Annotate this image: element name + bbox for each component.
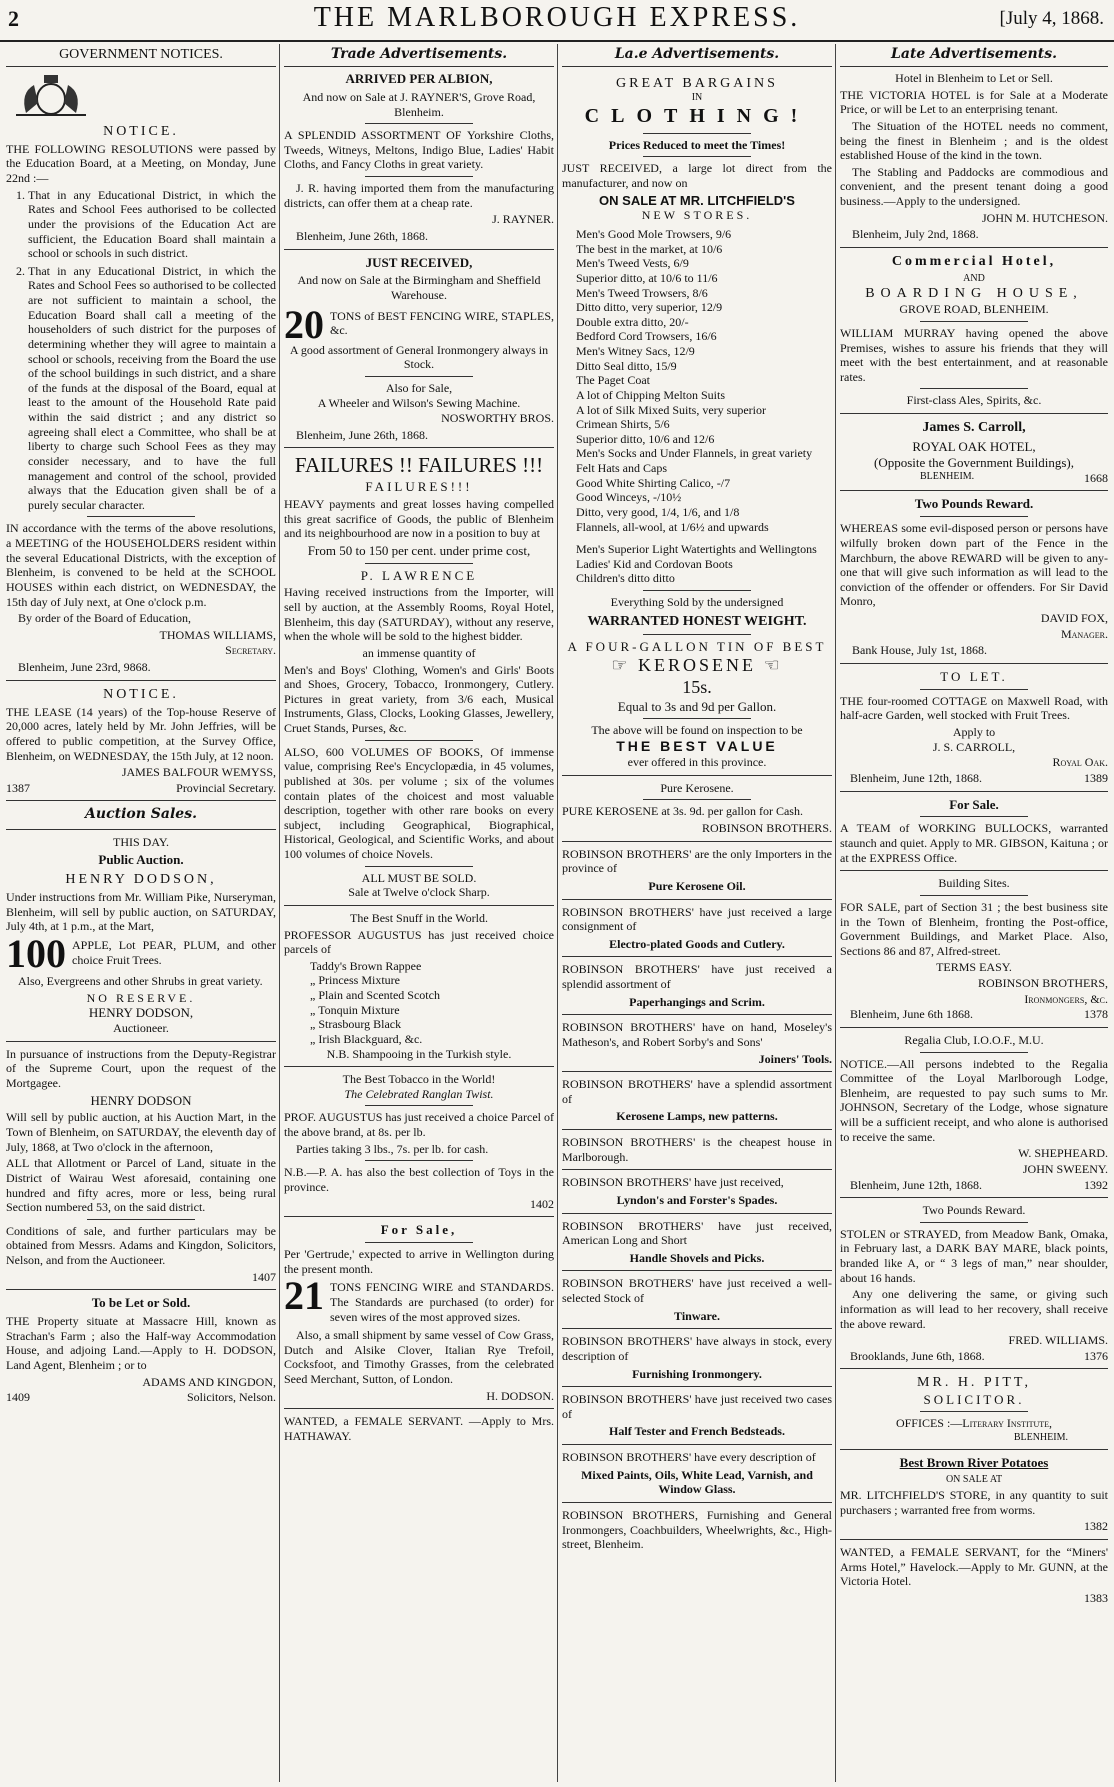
auctioneer-name: HENRY DODSON,	[88, 1005, 194, 1021]
boarding-house: BOARDING HOUSE,	[865, 286, 1083, 302]
ad-heading: Pure Kerosene.	[660, 780, 734, 795]
prices-slogan: Prices Reduced to meet the Times!	[608, 137, 786, 152]
ad-date: Blenheim, June 12th, 1868.	[850, 1177, 982, 1192]
wire-ad: TONS of BEST FENCING WIRE, STAPLES, &c.	[330, 308, 554, 338]
column-government-notices	[6, 44, 276, 1782]
signatory: JOHN M. HUTCHESON.	[981, 210, 1108, 225]
resolutions-list	[6, 188, 276, 513]
ad-date: Bank House, July 1st, 1868.	[852, 643, 987, 658]
toys-note: N.B.—P. A. has also the best collection of Toys in the province.	[284, 1165, 554, 1194]
list-item: Flannels, all-wool, at 1/6½ and upwards	[576, 519, 769, 534]
list-item: Superior ditto, at 10/6 to 11/6	[576, 270, 718, 285]
pointing-hand-left-icon: ☜	[763, 654, 783, 675]
sale-time: Sale at Twelve o'clock Sharp.	[348, 885, 490, 900]
ad-subheading: And now on Sale at the Birmingham and Sheffield Warehouse.	[297, 273, 541, 303]
masthead	[0, 0, 1114, 42]
column-late-advertisements-2	[840, 44, 1108, 1782]
quantity: 100	[6, 936, 66, 972]
signatory: THOMAS WILLIAMS,	[159, 627, 276, 642]
list-item: „ Plain and Scented Scotch	[310, 988, 440, 1003]
ad-heading: Two Pounds Reward.	[914, 496, 1034, 512]
offices: OFFICES :—Literary Institute,	[895, 1416, 1053, 1431]
robinson-ad: ROBINSON BROTHERS' have just received a well-selected Stock of	[562, 1276, 832, 1305]
list-item: Ditto Seal ditto, 15/9	[576, 358, 677, 373]
ad-number: 1409	[6, 1390, 30, 1405]
ad-heading: Public Auction.	[98, 852, 184, 868]
issue-date: [July 4, 1868.	[999, 8, 1104, 29]
list-item: Men's Witney Sacs, 12/9	[576, 344, 695, 359]
column-rule	[557, 44, 558, 1782]
signatory: J. S. CARROLL,	[932, 739, 1016, 754]
column-rule	[835, 44, 836, 1782]
list-item: „ Irish Blackguard, &c.	[310, 1031, 423, 1046]
cottage-ad: THE four-roomed COTTAGE on Maxwell Road, with half-acre Garden, well stocked with Fruit Trees.	[840, 693, 1108, 723]
ad-date: Blenheim, June 12th, 1868.	[850, 770, 982, 785]
list-item: Bedford Cord Trowsers, 16/6	[576, 329, 717, 344]
signatory: W. SHEPHEARD.	[1018, 1146, 1108, 1161]
hotel-situation: The Situation of the HOTEL needs no comment, being the finest in Blenheim ; and is the oldest established House of the kind in the town.	[840, 118, 1108, 163]
this-day: THIS DAY.	[112, 834, 169, 849]
signatory-title: Solicitors, Nelson.	[187, 1390, 276, 1405]
notice-heading: NOTICE.	[103, 123, 179, 139]
robinson-ad: ROBINSON BROTHERS' are the only Importers in the province of	[562, 846, 832, 876]
ad-subheading: Also for Sale,	[385, 380, 453, 395]
province-note: ever offered in this province.	[627, 755, 767, 770]
list-item: Ditto, very good, 1/4, 1/6, and 1/8	[576, 504, 740, 519]
kerosene-cash: PURE KEROSENE at 3s. 9d. per gallon for Cash.	[562, 804, 803, 819]
robinson-item: Mixed Paints, Oils, White Lead, Varnish, and Window Glass.	[581, 1467, 813, 1497]
ad-heading: The Best Tobacco in the World!	[342, 1072, 496, 1087]
list-item: „ Strasbourg Black	[310, 1017, 402, 1032]
robinson-ad: ROBINSON BROTHERS' have every description of	[562, 1450, 816, 1464]
resolution-1: 1. That in any Educational District, in which the Rates and School Fees authorised to be collected under the provisions of the Education Act are sufficient, the Education Board shall maintain a school or schools in such district.	[28, 188, 276, 261]
ad-date: Blenheim, June 26th, 1868.	[296, 427, 428, 442]
auction-details: Under instructions from Mr. William Pike, Nurseryman, Blenheim, will sell by public auction, on SATURDAY, July 4th, at 1 p.m., at the Mart,	[6, 890, 276, 934]
auctioneer-name: P. LAWRENCE	[360, 567, 478, 583]
quantity: 20	[284, 306, 324, 343]
land-description: ALL that Allotment or Parcel of Land, situate in the District of Wairau West aforesaid, containing one hundred and fifty acres, more or less, being rural Section numbered 53, on the said district.	[6, 1156, 276, 1215]
list-item: Taddy's Brown Rappee	[310, 958, 422, 973]
failures-heading: FAILURES !! FAILURES !!!	[294, 453, 544, 478]
ad-heading: Regalia Club, I.O.O.F., M.U.	[904, 1032, 1044, 1047]
ad-heading: MR. H. PITT,	[917, 1375, 1031, 1391]
ad-number: 1387	[6, 780, 30, 795]
robinson-ad: ROBINSON BROTHERS' have just received two cases of	[562, 1392, 832, 1421]
signatory-title: Secretary.	[225, 643, 276, 658]
notice-heading: NOTICE.	[103, 686, 179, 702]
auctioneer-title: Auctioneer.	[113, 1021, 169, 1036]
robinson-ad: ROBINSON BROTHERS' have just received, American Long and Short	[562, 1218, 832, 1248]
column-header: Trade Advertisements.	[284, 44, 554, 67]
robinson-ad: ROBINSON BROTHERS' have just received,	[562, 1175, 784, 1190]
new-stores: NEW STORES.	[641, 208, 753, 223]
murray-ad: WILLIAM MURRAY having opened the above Premises, wishes to assure his friends that they will meet with the best entertainment, and at reasonable rates.	[840, 325, 1108, 384]
robinson-item: Tinware.	[674, 1308, 720, 1323]
per-gallon: Equal to 3s and 9d per Gallon.	[617, 698, 777, 714]
list-item: „ Princess Mixture	[310, 973, 400, 988]
signatory: DAVID FOX,	[1040, 611, 1108, 626]
sold-by: Everything Sold by the undersigned	[610, 595, 784, 610]
ad-heading: ARRIVED PER ALBION,	[345, 71, 493, 87]
board-order: By order of the Board of Education,	[18, 611, 191, 626]
terms: TERMS EASY.	[936, 960, 1012, 975]
signatory-title: Ironmongers, &c.	[1024, 991, 1108, 1006]
fruit-trees: APPLE, Lot PEAR, PLUM, and other choice Fruit Trees.	[72, 938, 276, 967]
signatory-title: Manager.	[1060, 626, 1108, 641]
ad-heading: TO LET.	[940, 668, 1008, 684]
shampoo-note: N.B. Shampooing in the Turkish style.	[326, 1046, 512, 1061]
robinson-item: Paperhangings and Scrim.	[629, 994, 765, 1009]
ad-heading: Hotel in Blenheim to Let or Sell.	[895, 71, 1053, 86]
property-ad: THE Property situate at Massacre Hill, known as Strachan's Farm ; also the Half-way Accommodation House, and adjoing Land.—Apply to H. DODSON, Land Agent, Blenheim ; or to	[6, 1314, 276, 1373]
signatory: FRED. WILLIAMS.	[1008, 1333, 1108, 1348]
reward-notice: WHEREAS some evil-disposed person or persons have wilfully broken down part of the Fence in the Marchburn, the above REWARD will be given to any-one that will give such information as will lead to the conviction of the offender or offenders. For Sir David Monro,	[840, 521, 1108, 609]
meeting-notice: IN accordance with the terms of the above resolutions, a MEETING of the HOUSEHOLDERS resident within the several Educational Districts, with the exception of Blenheim, is convened to be held at the SCHOOL HOUSES within each district, on WEDNESDAY, the 15th day of July next, at One o'clock p.m.	[6, 521, 276, 609]
ad-subheading: And now on Sale at J. RAYNER'S, Grove Road, Blenheim.	[302, 89, 536, 119]
list-item: The best in the market, at 10/6	[576, 241, 723, 256]
ad-heading: For Sale.	[949, 796, 999, 812]
town: BLENHEIM.	[1013, 1431, 1068, 1443]
ad-heading: Two Pounds Reward.	[922, 1203, 1026, 1218]
books-list: ALSO, 600 VOLUMES OF BOOKS, Of immense value, comprising Ree's Encyclopædia, in 45 volumes, published at 30s. per volume ; six of the volumes contain plates of the choicest and most valuable description, together with other rare books on every subject, including Geographical, Biographical, Historical, Geological, and Scientific Works, and about 100 volumes of choice Novels.	[284, 744, 554, 862]
cloth-note: J. R. having imported them from the manufacturing districts, can offer them at a cheap rate.	[284, 181, 554, 210]
signatory: ROBINSON BROTHERS,	[977, 976, 1108, 991]
robinson-ad: ROBINSON BROTHERS, Furnishing and General Ironmongers, Coachbuilders, Wheelwrights, &c., High-street, Blenheim.	[562, 1507, 832, 1552]
robinson-item: Furnishing Ironmongery.	[632, 1366, 762, 1381]
list-item: Men's Good Mole Trowsers, 9/6	[576, 227, 732, 242]
ad-date: Blenheim, June 26th, 1868.	[296, 228, 428, 243]
on-sale-at: ON SALE AT	[945, 1474, 1003, 1486]
list-item: Men's Socks and Under Flannels, in great variety	[576, 446, 813, 461]
newspaper-title: THE MARLBOROUGH EXPRESS.	[313, 2, 801, 33]
hotel-name: ROYAL OAK HOTEL,	[912, 439, 1036, 455]
wanted-ad: WANTED, a FEMALE SERVANT, for the “Miners' Arms Hotel,” Havelock.—Apply to Mr. GUNN, at the Victoria Hotel.	[840, 1545, 1108, 1589]
clothing-price-list	[562, 227, 832, 586]
signatory: NOSWORTHY BROS.	[441, 411, 554, 426]
snuff-ad: PROFESSOR AUGUSTUS has just received choice parcels of	[284, 927, 554, 957]
wire-ad: TONS FENCING WIRE and STANDARDS. The Standards are purchased (to order) for seven wires of the most approved sizes.	[330, 1280, 554, 1324]
list-item: Ditto ditto, very superior, 12/9	[576, 300, 723, 315]
bullocks-ad: A TEAM of WORKING BULLOCKS, warranted staunch and quiet. Apply to MR. GIBSON, Kaituna ; or at the EXPRESS Office.	[840, 821, 1108, 865]
stolen-mare: STOLEN or STRAYED, from Meadow Bank, Omaka, in February last, a DARK BAY MARE, black points, branded like A, or “ 3 legs of man,” near shoulder, about 16 hands.	[840, 1226, 1108, 1285]
page-number: 2	[8, 6, 19, 31]
profession: SOLICITOR.	[923, 1391, 1025, 1407]
robinson-ad: ROBINSON BROTHERS' have just received a large consignment of	[562, 904, 832, 934]
list-item: Men's Superior Light Watertights and Wellingtons	[576, 542, 817, 557]
auctioneer-name: HENRY DODSON,	[65, 872, 217, 888]
wanted-ad: WANTED, a FEMALE SERVANT. —Apply to Mrs. HATHAWAY.	[284, 1414, 554, 1443]
robinson-ad: ROBINSON BROTHERS' is the cheapest house in Marlborough.	[562, 1135, 832, 1164]
signatory: ROBINSON BROTHERS.	[701, 821, 832, 835]
auction-details: Having received instructions from the Importer, will sell by auction, at the Assembly Rooms, Royal Hotel, Blenheim, this day (SATURDAY), without any reserve, when the whole will be sold to the highest bidder.	[284, 585, 554, 644]
hotel-location: (Opposite the Government Buildings),	[873, 454, 1075, 470]
apply-to: Apply to	[952, 725, 996, 740]
list-item: Children's ditto ditto	[576, 571, 675, 586]
ironmongery-note: A good assortment of General Ironmongery always in Stock.	[289, 342, 549, 372]
ad-number: 1392	[1084, 1177, 1108, 1192]
reward-note: Any one delivering the same, or giving such information as will lead to her recovery, shall receive the above reward.	[840, 1287, 1108, 1331]
ad-date: Blenheim, July 2nd, 1868.	[852, 227, 979, 242]
ad-subheading: an immense quantity of	[362, 645, 476, 660]
list-item: Men's Tweed Trowsers, 8/6	[576, 285, 708, 300]
column-header: La.e Advertisements.	[562, 44, 832, 67]
ad-number: 1402	[530, 1196, 554, 1211]
robinson-item: Joiners' Tools.	[758, 1051, 832, 1066]
signatory-title: Royal Oak.	[1052, 755, 1108, 770]
signatory-title: Provincial Secretary.	[176, 780, 276, 795]
seed-ad: Also, a small shipment by same vessel of Cow Grass, Dutch and Alsike Clover, Italian Rye Trefoil, Cocksfoot, and Timothy Grasses, from the celebrated Seed Merchant, Sutton, of London.	[284, 1328, 554, 1387]
signatory: H. DODSON.	[486, 1388, 554, 1403]
address: GROVE ROAD, BLENHEIM.	[899, 302, 1049, 317]
snuff-list	[284, 959, 554, 1047]
ad-heading: Building Sites.	[938, 876, 1010, 891]
cloth-ad: A SPLENDID ASSORTMENT OF Yorkshire Cloths, Tweeds, Witneys, Meltons, Indigo Blue, Ladies' Habit Cloths, and Fancy Cloths in great variety.	[284, 128, 554, 172]
column-header: GOVERNMENT NOTICES.	[6, 44, 276, 67]
list-item: „ Tonquin Mixture	[310, 1002, 400, 1017]
potatoes-ad: MR. LITCHFIELD'S STORE, in any quantity to suit purchasers ; warranted free from worms.	[840, 1488, 1108, 1517]
signatory: JAMES BALFOUR WEMYSS,	[121, 765, 276, 780]
conditions: Conditions of sale, and further particulars may be obtained from Messrs. Adams and Kingdon, Solicitors, Nelson, and from the Auctioneer.	[6, 1223, 276, 1268]
inspection-note: The above will be found on inspection to be	[591, 723, 803, 738]
failures-ad: HEAVY payments and great losses having compelled this great sacrifice of Goods, the public of Blenheim and its neighbourhood are now in a position to buy at	[284, 496, 554, 541]
auctioneer-name: HENRY DODSON	[90, 1092, 192, 1108]
robinson-ad: ROBINSON BROTHERS' have a splendid assortment of	[562, 1077, 832, 1106]
sewing-machine: A Wheeler and Wilson's Sewing Machine.	[317, 395, 521, 410]
resolution-2: 2. That in any Educational District, in which the Rates and School Fees so authorised to be collected are not sufficient to maintain a school, the Education Board shall call a meeting of the householders of such district for the purposes of determining whether they will agree to maintain a school or schools, receiving from the Board the use of the school buildings in such district, and a share of the funds at the disposal of the Board, equal at least to the amount of the Household Rate paid within the said district ; and any district so agreeing shall elect a Committee, who shall be at liberty to charge such School Fees as they may consider necessary, and to have the full management and control of the school, provided always that the Education given shall be of a purely secular character.	[28, 264, 276, 513]
list-item: Good Winceys, -/10½	[576, 490, 682, 505]
list-item: Good White Shirting Calico, -/7	[576, 475, 731, 490]
ad-number: 1389	[1084, 770, 1108, 785]
tobacco-ad: PROF. AUGUSTUS has just received a choice Parcel of the above brand, at 8s. per lb.	[284, 1110, 554, 1140]
list-item: Crimean Shirts, 5/6	[576, 417, 670, 432]
ad-date: Brooklands, June 6th, 1868.	[850, 1348, 985, 1363]
ad-number: 1378	[1084, 1007, 1108, 1022]
list-item: Superior ditto, 10/6 and 12/6	[576, 431, 715, 446]
robinson-ad: ROBINSON BROTHERS' have always in stock, every description of	[562, 1334, 832, 1363]
clothing-heading: CLOTHING!	[584, 105, 810, 128]
auction-details: Will sell by public auction, at his Auction Mart, in the Town of Blenheim, on SATURDAY, the eleventh day of July, 1868, at Two o'clock in the afternoon,	[6, 1110, 276, 1154]
ad-number: 1382	[1084, 1519, 1108, 1534]
ad-heading: Best Brown River Potatoes	[899, 1455, 1049, 1471]
ales-note: First-class Ales, Spirits, &c.	[906, 393, 1042, 408]
education-intro: THE FOLLOWING RESOLUTIONS were passed by the Education Board, at a Meeting, on Monday, June 22nd :—	[6, 141, 276, 186]
price-note: From 50 to 150 per cent. under prime cost,	[307, 542, 531, 558]
robinson-item: Half Tester and French Bedsteads.	[609, 1424, 785, 1439]
list-item: Double extra ditto, 20/-	[576, 314, 689, 329]
ad-number: 1668	[1084, 470, 1108, 485]
ad-heading: JUST RECEIVED,	[365, 254, 473, 270]
and-word: AND	[963, 273, 985, 285]
column-late-advertisements	[562, 44, 832, 1782]
shipment-note: Per 'Gertrude,' expected to arrive in Wellington during the present month.	[284, 1247, 554, 1276]
ad-number: 1383	[1084, 1590, 1108, 1605]
bargains-heading: GREAT BARGAINS	[616, 76, 778, 92]
victoria-hotel: THE VICTORIA HOTEL is for Sale at a Moderate Price, or will be Let to an enterprising tenant.	[840, 87, 1108, 117]
robinson-ad: ROBINSON BROTHERS' have just received a splendid assortment of	[562, 962, 832, 991]
list-item: Men's Tweed Vests, 6/9	[576, 256, 689, 271]
regalia-notice: NOTICE.—All persons indebted to the Regalia Committee of the Loyal Marlborough Lodge, Blenheim, are requested to pay such sums to Mr. JOHNSON, Secretary of the Lodge, whose signature will be a sufficient receipt, and who alone is authorised to receive the same.	[840, 1056, 1108, 1144]
court-instructions: In pursuance of instructions from the Deputy-Registrar of the Supreme Court, upon the request of the Mortgagee.	[6, 1046, 276, 1090]
all-sold: ALL MUST BE SOLD.	[361, 870, 477, 885]
list-item: Ladies' Kid and Cordovan Boots	[576, 556, 733, 571]
column-trade-advertisements	[284, 44, 554, 1782]
failures-subheading: FAILURES!!!	[365, 479, 473, 495]
ad-number: 1407	[252, 1269, 276, 1284]
kerosene-offer: A FOUR-GALLON TIN OF BEST	[567, 638, 827, 654]
lease-notice: THE LEASE (14 years) of the Top-house Reserve of 20,000 acres, lately held by Mr. John Jeffries, will be offered to public competition, at the Survey Office, Blenheim, on WEDNESDAY, the 15th July, at 12 noon.	[6, 704, 276, 763]
kerosene-label: KEROSENE	[638, 654, 756, 675]
litchfield-store: ON SALE AT MR. LITCHFIELD'S	[599, 192, 795, 208]
list-item: The Paget Coat	[576, 373, 650, 388]
column-header: Late Advertisements.	[840, 44, 1108, 67]
bargains-in: IN	[691, 92, 703, 104]
robinson-item: Lyndon's and Forster's Spades.	[616, 1192, 778, 1207]
best-value: THE BEST VALUE	[616, 738, 778, 755]
town: BLENHEIM.	[920, 470, 975, 482]
auction-note: Also, Evergreens and other Shrubs in great variety.	[18, 974, 263, 988]
honest-weight: WARRANTED HONEST WEIGHT.	[587, 613, 807, 629]
kerosene-heading	[562, 655, 832, 677]
robinson-item: Pure Kerosene Oil.	[648, 878, 746, 893]
ad-heading: Commercial Hotel,	[891, 253, 1057, 269]
robinson-ad: ROBINSON BROTHERS' have on hand, Moseley's Matheson's, and Robert Sorby's and Sons'	[562, 1020, 832, 1049]
signatory: ADAMS AND KINGDON,	[142, 1374, 276, 1389]
signatory: JOHN SWEENY.	[1022, 1161, 1108, 1176]
ad-heading: To be Let or Sold.	[91, 1295, 191, 1311]
ad-number: 1376	[1084, 1348, 1108, 1363]
pointing-hand-right-icon: ☞	[611, 654, 631, 675]
robinson-item: Handle Shovels and Picks.	[629, 1250, 765, 1265]
ad-date: Blenheim, June 6th 1868.	[850, 1007, 973, 1022]
quantity: 21	[284, 1278, 324, 1319]
ad-subheading: The Celebrated Ranglan Twist.	[344, 1086, 494, 1101]
robinson-item: Kerosene Lamps, new patterns.	[616, 1109, 778, 1124]
ad-heading: The Best Snuff in the World.	[350, 910, 488, 925]
column-rule	[279, 44, 280, 1782]
list-item: A lot of Chipping Melton Suits	[576, 387, 726, 402]
just-received: JUST RECEIVED, a large lot direct from the manufacturer, and now on	[562, 161, 832, 190]
section-header: Auction Sales.	[85, 806, 197, 823]
robinson-item: Electro-plated Goods and Cutlery.	[609, 936, 785, 951]
goods-list: Men's and Boys' Clothing, Women's and Girls' Boots and Shoes, Grocery, Tobacco, Ironmongery, Cutlery. Pictures in great variety, from 3/6 each, Musical Instruments, Glass, Clocks, Looking Glasses, Jewellery, Cruet Stands, Purses, &c.	[284, 662, 554, 736]
royal-coat-of-arms-icon	[6, 73, 96, 117]
ad-heading: For Sale,	[380, 1222, 458, 1238]
signatory: J. RAYNER.	[492, 212, 554, 227]
hotel-stabling: The Stabling and Paddocks are commodious and convenient, and the present tenant doing a good business.—Apply to the undersigned.	[840, 164, 1108, 209]
ad-heading: James S. Carroll,	[922, 420, 1026, 436]
price-note: Parties taking 3 lbs., 7s. per lb. for cash.	[296, 1141, 489, 1156]
notice-date: Blenheim, June 23rd, 9868.	[18, 660, 151, 675]
no-reserve: NO RESERVE.	[86, 990, 196, 1005]
list-item: Felt Hats and Caps	[576, 461, 667, 476]
building-sites-ad: FOR SALE, part of Section 31 ; the best business site in the Town of Blenheim, fronting the Post-office, Government Buildings, and Market Place. Also, Sections 86 and 87, Alfred-street.	[840, 899, 1108, 958]
kerosene-price: 15s.	[682, 676, 712, 697]
list-item: A lot of Silk Mixed Suits, very superior	[576, 402, 766, 417]
